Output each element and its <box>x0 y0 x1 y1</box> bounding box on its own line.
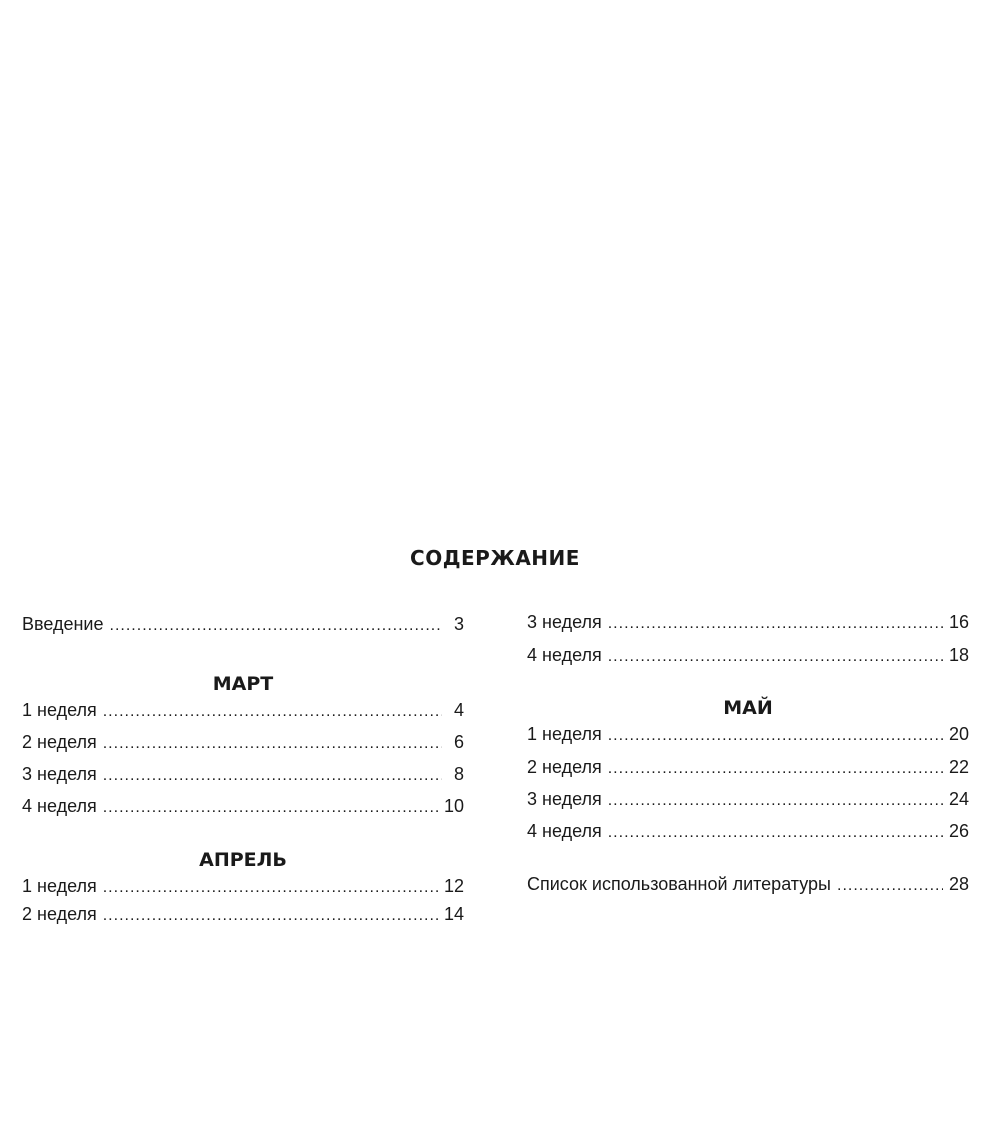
toc-entry-bibliography[interactable] <box>527 874 969 900</box>
toc-entry-page: 16 <box>948 612 969 632</box>
dot-leader <box>608 727 943 745</box>
toc-entry-page: 6 <box>453 732 464 752</box>
toc-entry-page: 3 <box>453 614 464 634</box>
dot-leader <box>110 617 442 635</box>
dot-leader <box>837 877 943 895</box>
toc-entry-label: 2 неделя <box>527 757 602 777</box>
toc-entry-intro[interactable] <box>22 614 464 640</box>
dot-leader <box>608 792 943 810</box>
toc-entry-label: 1 неделя <box>527 724 602 744</box>
toc-entry-april-week-4[interactable] <box>527 645 969 671</box>
toc-entry-may-week-4[interactable] <box>527 821 969 847</box>
toc-entry-page: 18 <box>948 645 969 665</box>
dot-leader <box>103 799 438 817</box>
section-heading-april: АПРЕЛЬ <box>199 849 287 871</box>
toc-entry-april-week-3[interactable] <box>527 612 969 638</box>
dot-leader <box>103 907 438 925</box>
toc-entry-march-week-3[interactable] <box>22 764 464 790</box>
toc-entry-page: 20 <box>948 724 969 744</box>
dot-leader <box>608 760 943 778</box>
toc-entry-label: 3 неделя <box>527 612 602 632</box>
toc-entry-label: 4 неделя <box>527 645 602 665</box>
dot-leader <box>608 648 943 666</box>
toc-entry-page: 4 <box>453 700 464 720</box>
toc-entry-page: 12 <box>443 876 464 896</box>
toc-entry-page: 10 <box>443 796 464 816</box>
toc-entry-label: 2 неделя <box>22 732 97 752</box>
toc-entry-label: Введение <box>22 614 104 634</box>
toc-entry-label: 3 неделя <box>527 789 602 809</box>
toc-entry-april-week-1[interactable] <box>22 876 464 902</box>
toc-entry-page: 24 <box>948 789 969 809</box>
dot-leader <box>103 767 442 785</box>
toc-entry-page: 28 <box>948 874 969 894</box>
toc-entry-march-week-2[interactable] <box>22 732 464 758</box>
toc-entry-march-week-1[interactable] <box>22 700 464 726</box>
section-heading-may: МАЙ <box>723 697 773 719</box>
toc-entry-may-week-3[interactable] <box>527 789 969 815</box>
dot-leader <box>608 824 943 842</box>
toc-entry-label: 1 неделя <box>22 876 97 896</box>
toc-entry-page: 8 <box>453 764 464 784</box>
toc-entry-page: 26 <box>948 821 969 841</box>
dot-leader <box>103 735 442 753</box>
toc-entry-march-week-4[interactable] <box>22 796 464 822</box>
toc-entry-page: 22 <box>948 757 969 777</box>
toc-entry-label: 2 неделя <box>22 904 97 924</box>
dot-leader <box>103 703 442 721</box>
section-heading-march: МАРТ <box>212 673 274 695</box>
toc-entry-label: 3 неделя <box>22 764 97 784</box>
page-title: СОДЕРЖАНИЕ <box>410 546 580 570</box>
toc-entry-label: Список использованной литературы <box>527 874 831 894</box>
toc-entry-page: 14 <box>443 904 464 924</box>
toc-entry-label: 4 неделя <box>22 796 97 816</box>
toc-entry-label: 4 неделя <box>527 821 602 841</box>
toc-entry-april-week-2[interactable] <box>22 904 464 930</box>
toc-entry-label: 1 неделя <box>22 700 97 720</box>
toc-entry-may-week-1[interactable] <box>527 724 969 750</box>
toc-entry-may-week-2[interactable] <box>527 757 969 783</box>
dot-leader <box>608 615 943 633</box>
dot-leader <box>103 879 438 897</box>
